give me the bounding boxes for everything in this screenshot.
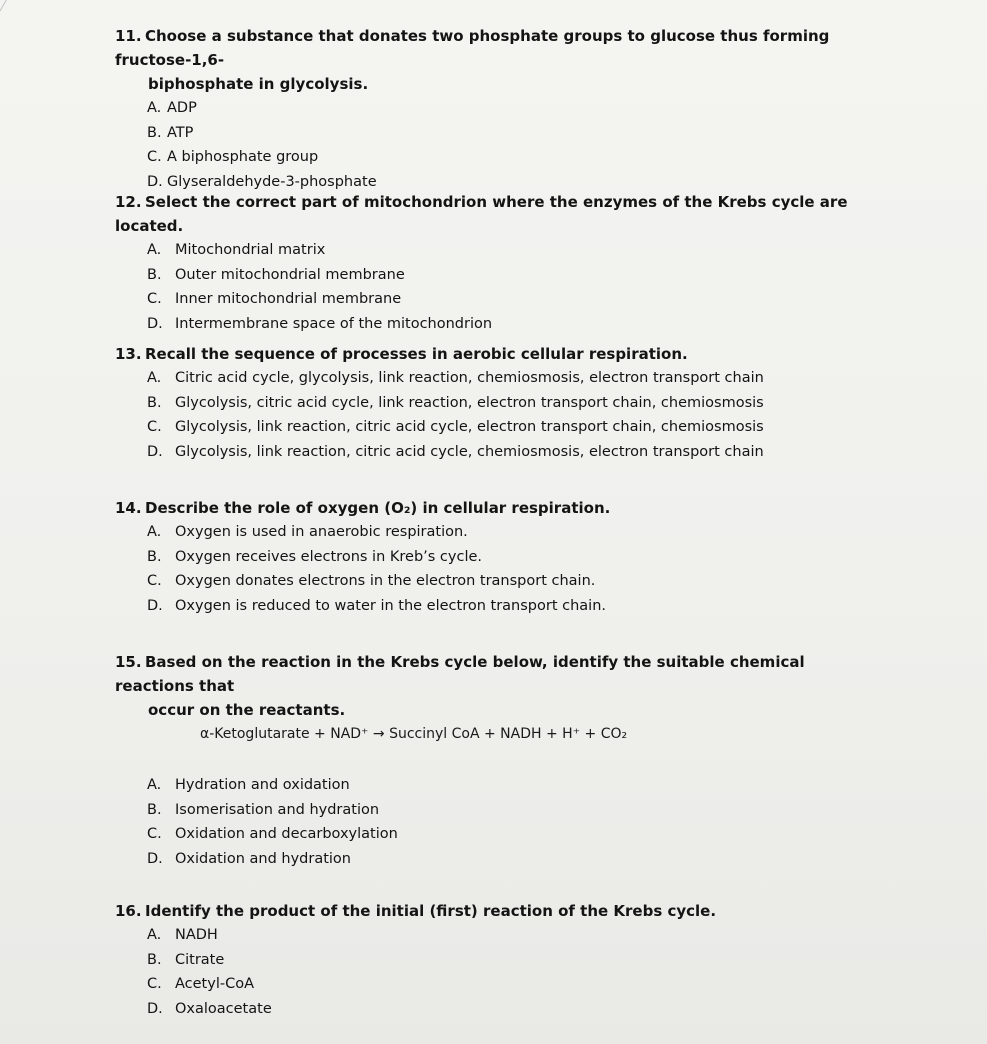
question-12 (115, 190, 875, 336)
option-letter: B. (147, 548, 162, 565)
option-letter: C. (147, 419, 162, 435)
option-letter: D. (147, 597, 163, 614)
option-d[interactable] (115, 594, 875, 619)
question-15-options (115, 773, 875, 871)
option-text: Isomerisation and hydration (175, 801, 380, 818)
option-letter: B. (147, 394, 162, 411)
option-letter: B. (147, 801, 162, 818)
option-b[interactable] (115, 263, 875, 288)
question-stem (115, 650, 875, 722)
option-letter: D. (147, 850, 163, 867)
option-text: Oxaloacetate (175, 1000, 272, 1017)
option-letter: B. (147, 266, 162, 283)
option-letter: D. (147, 173, 163, 190)
option-a[interactable] (115, 923, 875, 948)
option-letter: A. (147, 524, 162, 540)
option-text: Citrate (175, 951, 225, 968)
option-c[interactable] (115, 287, 875, 312)
option-text: Oxygen receives electrons in Kreb’s cycle. (175, 548, 483, 565)
option-a[interactable] (115, 773, 875, 798)
question-stem (115, 190, 875, 238)
option-text: Glycolysis, citric acid cycle, link reaction, electron transport chain, chemiosmosis (175, 394, 764, 411)
option-text: Oxidation and hydration (175, 850, 351, 867)
option-text: A biphosphate group (167, 149, 319, 165)
option-letter: B. (147, 124, 162, 141)
option-letter: C. (147, 291, 162, 307)
question-number: 14. (115, 499, 142, 517)
option-text: Oxygen donates electrons in the electron transport chain. (175, 573, 596, 589)
question-stem (115, 24, 875, 96)
option-text: Mitochondrial matrix (175, 242, 326, 258)
option-c[interactable] (115, 972, 875, 997)
option-letter: D. (147, 1000, 163, 1017)
option-b[interactable] (115, 545, 875, 570)
option-letter: A. (147, 242, 162, 258)
option-letter: A. (147, 100, 162, 116)
option-letter: A. (147, 370, 162, 386)
question-stem (115, 342, 875, 366)
option-a[interactable] (115, 238, 875, 263)
question-16 (115, 899, 875, 1021)
question-15 (115, 650, 875, 722)
option-text: Glycolysis, link reaction, citric acid cycle, electron transport chain, chemiosmosis (175, 419, 764, 435)
question-number: 12. (115, 193, 142, 211)
option-text: Intermembrane space of the mitochondrion (175, 315, 493, 332)
option-text: Acetyl-CoA (175, 976, 254, 992)
question-number: 13. (115, 345, 142, 363)
corner-mark (0, 0, 33, 20)
option-d[interactable] (115, 312, 875, 337)
question-text: Recall the sequence of processes in aerobic cellular respiration. (145, 345, 688, 363)
question-text-continued: occur on the reactants. (148, 701, 346, 719)
option-text: NADH (175, 927, 218, 943)
question-text: Identify the product of the initial (first) reaction of the Krebs cycle. (145, 902, 717, 920)
option-text: Glyseraldehyde-3-phosphate (167, 173, 377, 190)
option-c[interactable] (115, 415, 875, 440)
question-text: Describe the role of oxygen (O₂) in cellular respiration. (145, 499, 611, 517)
option-d[interactable] (115, 847, 875, 872)
question-text-continued: biphosphate in glycolysis. (148, 75, 369, 93)
option-d[interactable] (115, 997, 875, 1022)
question-number: 11. (115, 27, 142, 45)
option-a[interactable] (115, 520, 875, 545)
option-letter: C. (147, 149, 162, 165)
option-text: Citric acid cycle, glycolysis, link reaction, chemiosmosis, electron transport chain (175, 370, 764, 386)
question-stem (115, 496, 875, 520)
question-number: 15. (115, 653, 142, 671)
option-text: ADP (167, 100, 197, 116)
option-letter: C. (147, 976, 162, 992)
option-letter: D. (147, 315, 163, 332)
question-number: 16. (115, 902, 142, 920)
option-letter: C. (147, 826, 162, 842)
reaction-equation: α-Ketoglutarate + NAD⁺ → Succinyl CoA + NADH + H⁺ + CO₂ (200, 726, 628, 742)
option-text: Glycolysis, link reaction, citric acid cycle, chemiosmosis, electron transport chain (175, 443, 764, 460)
option-text: ATP (167, 124, 194, 141)
option-letter: D. (147, 443, 163, 460)
option-a[interactable] (115, 96, 875, 121)
option-b[interactable] (115, 798, 875, 823)
option-text: Inner mitochondrial membrane (175, 291, 402, 307)
question-stem (115, 899, 875, 923)
question-text: Choose a substance that donates two phosphate groups to glucose thus forming fructose-1,6- (115, 27, 830, 69)
question-text: Select the correct part of mitochondrion where the enzymes of the Krebs cycle are located. (115, 193, 848, 235)
option-letter: C. (147, 573, 162, 589)
option-letter: A. (147, 777, 162, 793)
option-c[interactable] (115, 145, 875, 170)
option-letter: B. (147, 951, 162, 968)
option-text: Hydration and oxidation (175, 777, 350, 793)
question-text: Based on the reaction in the Krebs cycle below, identify the suitable chemical reactions that (115, 653, 805, 695)
option-c[interactable] (115, 569, 875, 594)
question-14 (115, 496, 875, 618)
option-text: Outer mitochondrial membrane (175, 266, 405, 283)
option-c[interactable] (115, 822, 875, 847)
option-d[interactable] (115, 440, 875, 465)
option-text: Oxidation and decarboxylation (175, 826, 398, 842)
option-a[interactable] (115, 366, 875, 391)
option-b[interactable] (115, 391, 875, 416)
question-11 (115, 24, 875, 194)
question-13 (115, 342, 875, 464)
option-letter: A. (147, 927, 162, 943)
option-text: Oxygen is reduced to water in the electron transport chain. (175, 597, 606, 614)
option-b[interactable] (115, 121, 875, 146)
option-b[interactable] (115, 948, 875, 973)
option-text: Oxygen is used in anaerobic respiration. (175, 524, 468, 540)
